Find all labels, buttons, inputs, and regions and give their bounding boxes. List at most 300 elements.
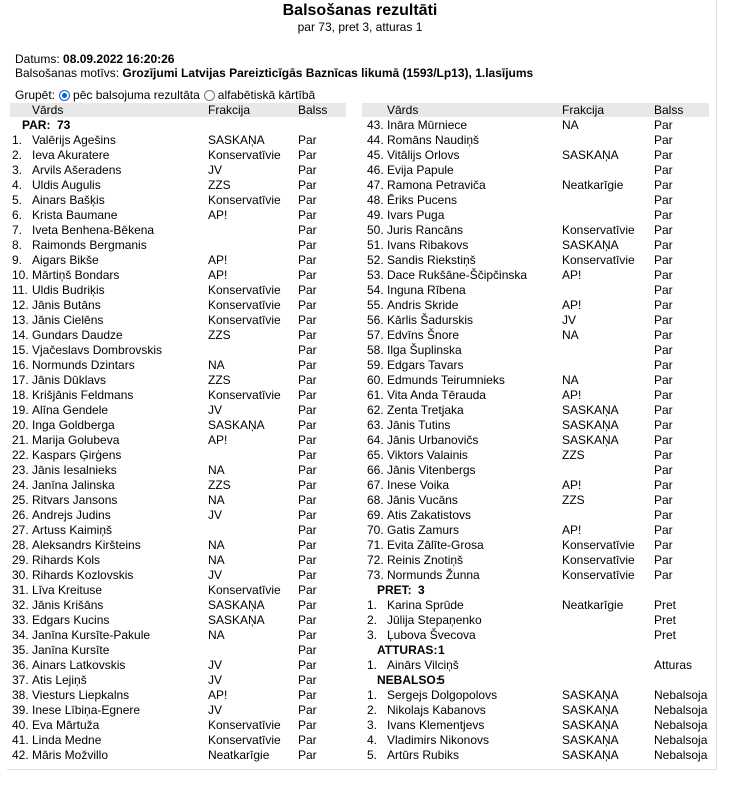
radio-group-by-result[interactable] — [59, 90, 70, 101]
deputy-name: Krišjānis Feldmans — [32, 388, 134, 402]
vote-value: Par — [298, 223, 317, 237]
faction-name: NA — [208, 493, 225, 507]
faction-name: ZZS — [562, 448, 585, 462]
table-row — [362, 448, 709, 463]
deputy-name: Edvīns Šnore — [387, 328, 460, 342]
deputy-name: Ramona Petraviča — [387, 178, 486, 192]
table-row — [10, 688, 346, 703]
vote-value: Par — [654, 538, 673, 552]
vote-value: Par — [654, 463, 673, 477]
faction-name: Konservatīvie — [208, 313, 281, 327]
vote-value: Par — [298, 373, 317, 387]
table-row — [362, 373, 709, 388]
row-number: 38. — [12, 688, 29, 702]
table-row — [362, 118, 709, 133]
vote-value: Par — [298, 463, 317, 477]
deputy-name: Arvils Ašeradens — [32, 163, 122, 177]
motive-value: Grozījumi Latvijas Pareizticīgās Baznīcas likumā (1593/Lp13), 1.lasījums — [122, 66, 534, 80]
faction-name: Neatkarīgie — [208, 748, 270, 762]
faction-name: NA — [208, 463, 225, 477]
faction-name: AP! — [562, 523, 582, 537]
table-row — [10, 508, 346, 523]
row-number: 6. — [12, 208, 23, 222]
table-row — [362, 403, 709, 418]
table-row — [10, 268, 346, 283]
vote-value: Par — [654, 268, 673, 282]
deputy-name: Ļubova Švecova — [387, 628, 476, 642]
group-label: NEBALSO: — [377, 673, 440, 687]
table-row — [10, 163, 346, 178]
row-number: 2. — [367, 703, 378, 717]
row-number: 18. — [12, 388, 29, 402]
deputy-name: Māris Možvillo — [32, 748, 109, 762]
deputy-name: Valērijs Agešins — [32, 133, 116, 147]
group-heading — [362, 583, 709, 598]
table-row — [362, 238, 709, 253]
row-number: 64. — [367, 433, 384, 447]
group-count: 5 — [438, 673, 445, 687]
results-column-right — [362, 118, 709, 763]
faction-name: JV — [208, 508, 223, 522]
row-number: 43. — [367, 118, 384, 132]
row-number: 25. — [12, 493, 29, 507]
deputy-name: Jūlija Stepaņenko — [387, 613, 482, 627]
row-number: 66. — [367, 463, 384, 477]
vote-value: Par — [298, 208, 317, 222]
table-row — [10, 538, 346, 553]
faction-name: SASKAŅA — [562, 733, 619, 747]
vote-value: Pret — [654, 598, 677, 612]
faction-name: JV — [208, 703, 223, 717]
table-row — [362, 598, 709, 613]
table-row — [362, 193, 709, 208]
faction-name: SASKAŅA — [562, 433, 619, 447]
deputy-name: Jānis Iesalnieks — [32, 463, 117, 477]
table-row — [362, 133, 709, 148]
radio-group-alphabetical[interactable] — [204, 90, 215, 101]
vote-value: Par — [298, 538, 317, 552]
header-faction: Frakcija — [208, 103, 251, 117]
deputy-name: Ainars Latkovskis — [32, 658, 126, 672]
vote-value: Par — [654, 478, 673, 492]
row-number: 34. — [12, 628, 29, 642]
vote-value: Par — [654, 508, 673, 522]
table-row — [10, 148, 346, 163]
vote-value: Par — [298, 688, 317, 702]
deputy-name: Rihards Kols — [32, 553, 101, 567]
deputy-name: Ēriks Pucens — [387, 193, 458, 207]
table-row — [10, 283, 346, 298]
table-row — [10, 463, 346, 478]
deputy-name: Marija Golubeva — [32, 433, 120, 447]
group-label: ATTURAS: — [377, 643, 438, 657]
faction-name: NA — [208, 628, 225, 642]
deputy-name: Vitālijs Orlovs — [387, 148, 460, 162]
table-row — [362, 688, 709, 703]
faction-name: Konservatīvie — [208, 283, 281, 297]
radio-group-alphabetical-label[interactable]: alfabētiskā kārtībā — [217, 88, 316, 102]
deputy-name: Inese Voika — [387, 478, 450, 492]
vote-value: Par — [298, 313, 317, 327]
table-row — [362, 298, 709, 313]
table-row — [10, 568, 346, 583]
row-number: 54. — [367, 283, 384, 297]
table-row — [362, 628, 709, 643]
faction-name: NA — [562, 118, 579, 132]
row-number: 4. — [12, 178, 23, 192]
vote-value: Par — [298, 613, 317, 627]
deputy-name: Jānis Butāns — [32, 298, 101, 312]
date-label: Datums: — [15, 52, 60, 66]
deputy-name: Artūrs Rubiks — [387, 748, 460, 762]
deputy-name: Ainārs Vilciņš — [387, 658, 459, 672]
row-number: 46. — [367, 163, 384, 177]
faction-name: NA — [208, 553, 225, 567]
group-label: PAR: — [22, 118, 51, 132]
row-number: 65. — [367, 448, 384, 462]
deputy-name: Rihards Kozlovskis — [32, 568, 134, 582]
deputy-name: Jānis Dūklavs — [32, 373, 107, 387]
header-name: Vārds — [32, 103, 64, 117]
deputy-name: Normunds Žunna — [387, 568, 480, 582]
table-row — [362, 553, 709, 568]
row-number: 13. — [12, 313, 29, 327]
vote-value: Par — [654, 118, 673, 132]
faction-name: JV — [208, 568, 223, 582]
group-heading — [362, 673, 709, 688]
vote-value: Par — [654, 163, 673, 177]
table-row — [10, 658, 346, 673]
vote-value: Par — [654, 403, 673, 417]
table-row — [10, 313, 346, 328]
row-number: 63. — [367, 418, 384, 432]
vote-value: Par — [298, 298, 317, 312]
row-number: 67. — [367, 478, 384, 492]
vote-value: Par — [298, 388, 317, 402]
deputy-name: Evija Papule — [387, 163, 454, 177]
vote-value: Par — [654, 193, 673, 207]
vote-value: Par — [654, 358, 673, 372]
motive-label: Balsošanas motīvs: — [15, 66, 120, 80]
faction-name: NA — [208, 538, 225, 552]
vote-value: Par — [298, 583, 317, 597]
row-number: 37. — [12, 673, 29, 687]
vote-motive-line — [15, 66, 533, 80]
deputy-name: Vita Anda Tērauda — [387, 388, 486, 402]
faction-name: AP! — [562, 268, 582, 282]
deputy-name: Inga Goldberga — [32, 418, 115, 432]
table-row — [362, 478, 709, 493]
deputy-name: Jānis Krišāns — [32, 598, 104, 612]
vote-value: Par — [654, 208, 673, 222]
row-number: 47. — [367, 178, 384, 192]
row-number: 73. — [367, 568, 384, 582]
vote-value: Pret — [654, 613, 677, 627]
vote-value: Par — [298, 508, 317, 522]
deputy-name: Ivans Ribakovs — [387, 238, 469, 252]
table-row — [362, 433, 709, 448]
deputy-name: Ainars Bašķis — [32, 193, 105, 207]
vote-value: Par — [298, 703, 317, 717]
group-count: 73 — [57, 118, 71, 132]
row-number: 10. — [12, 268, 29, 282]
row-number: 60. — [367, 373, 384, 387]
deputy-name: Ivars Puga — [387, 208, 445, 222]
deputy-name: Romāns Naudiņš — [387, 133, 480, 147]
vote-value: Nebalsoja — [654, 718, 708, 732]
deputy-name: Alīna Gendele — [32, 403, 109, 417]
faction-name: SASKAŅA — [562, 688, 619, 702]
row-number: 3. — [12, 163, 23, 177]
vote-value: Par — [298, 403, 317, 417]
table-row — [362, 328, 709, 343]
deputy-name: Raimonds Bergmanis — [32, 238, 147, 252]
row-number: 20. — [12, 418, 29, 432]
vote-value: Par — [298, 328, 317, 342]
deputy-name: Ināra Mūrniece — [387, 118, 468, 132]
vote-value: Par — [654, 313, 673, 327]
faction-name: Konservatīvie — [208, 718, 281, 732]
vote-value: Nebalsoja — [654, 748, 708, 762]
table-row — [10, 583, 346, 598]
row-number: 3. — [367, 628, 378, 642]
faction-name: Konservatīvie — [208, 298, 281, 312]
row-number: 53. — [367, 268, 384, 282]
table-row — [10, 433, 346, 448]
group-heading — [10, 118, 346, 133]
vote-value: Par — [654, 223, 673, 237]
deputy-name: Linda Medne — [32, 733, 102, 747]
radio-group-by-result-label[interactable]: pēc balsojuma rezultāta — [73, 88, 200, 102]
vote-value: Par — [654, 433, 673, 447]
table-row — [362, 523, 709, 538]
row-number: 45. — [367, 148, 384, 162]
deputy-name: Artuss Kaimiņš — [32, 523, 113, 537]
vote-value: Par — [298, 268, 317, 282]
header-faction: Frakcija — [562, 103, 605, 117]
vote-value: Par — [654, 523, 673, 537]
table-row — [362, 538, 709, 553]
table-row — [362, 268, 709, 283]
row-number: 55. — [367, 298, 384, 312]
grouping-control — [15, 88, 315, 102]
row-number: 16. — [12, 358, 29, 372]
table-row — [10, 418, 346, 433]
table-row — [10, 613, 346, 628]
row-number: 22. — [12, 448, 29, 462]
table-row — [362, 718, 709, 733]
table-row — [10, 493, 346, 508]
faction-name: SASKAŅA — [562, 718, 619, 732]
vote-value: Par — [654, 178, 673, 192]
row-number: 51. — [367, 238, 384, 252]
header-vote: Balss — [654, 103, 684, 117]
table-row — [10, 328, 346, 343]
deputy-name: Ivans Klementjevs — [387, 718, 485, 732]
faction-name: NA — [208, 358, 225, 372]
vote-value: Par — [298, 493, 317, 507]
table-row — [10, 298, 346, 313]
deputy-name: Gatis Zamurs — [387, 523, 460, 537]
deputy-name: Ilga Šuplinska — [387, 343, 462, 357]
deputy-name: Normunds Dzintars — [32, 358, 135, 372]
faction-name: Konservatīvie — [562, 553, 635, 567]
table-row — [10, 133, 346, 148]
faction-name: Neatkarīgie — [562, 598, 624, 612]
vote-value: Par — [298, 478, 317, 492]
row-number: 19. — [12, 403, 29, 417]
deputy-name: Krista Baumane — [32, 208, 118, 222]
group-heading — [362, 643, 709, 658]
deputy-name: Viktors Valainis — [387, 448, 468, 462]
vote-value: Par — [654, 148, 673, 162]
faction-name: JV — [208, 658, 223, 672]
vote-value: Par — [298, 673, 317, 687]
vote-value: Par — [654, 388, 673, 402]
row-number: 27. — [12, 523, 29, 537]
row-number: 36. — [12, 658, 29, 672]
vote-value: Par — [298, 448, 317, 462]
deputy-name: Jānis Vucāns — [387, 493, 458, 507]
table-row — [10, 628, 346, 643]
deputy-name: Vjačeslavs Dombrovskis — [32, 343, 163, 357]
faction-name: JV — [208, 403, 223, 417]
row-number: 1. — [12, 133, 23, 147]
vote-value: Par — [298, 748, 317, 762]
vote-value: Nebalsoja — [654, 733, 708, 747]
row-number: 1. — [367, 598, 378, 612]
table-row — [10, 223, 346, 238]
vote-value: Par — [298, 553, 317, 567]
faction-name: Konservatīvie — [562, 568, 635, 582]
vote-value: Par — [298, 148, 317, 162]
row-number: 1. — [367, 688, 378, 702]
table-row — [362, 163, 709, 178]
table-row — [10, 388, 346, 403]
vote-value: Par — [654, 298, 673, 312]
deputy-name: Dace Rukšāne-Ščipčinska — [387, 268, 528, 282]
deputy-name: Janīna Kursīte — [32, 643, 110, 657]
vote-value: Par — [298, 133, 317, 147]
deputy-name: Edmunds Teirumnieks — [387, 373, 505, 387]
table-row — [362, 658, 709, 673]
vote-value: Par — [298, 628, 317, 642]
row-number: 35. — [12, 643, 29, 657]
row-number: 72. — [367, 553, 384, 567]
row-number: 2. — [367, 613, 378, 627]
deputy-name: Ieva Akuratere — [32, 148, 110, 162]
vote-date-line — [15, 52, 174, 66]
table-row — [362, 463, 709, 478]
table-row — [10, 358, 346, 373]
grouping-label: Grupēt: — [15, 88, 56, 102]
row-number: 58. — [367, 343, 384, 357]
faction-name: AP! — [208, 688, 228, 702]
faction-name: JV — [208, 673, 223, 687]
table-row — [10, 748, 346, 763]
row-number: 26. — [12, 508, 29, 522]
vote-value: Par — [654, 133, 673, 147]
vote-value: Par — [298, 658, 317, 672]
vote-value: Par — [298, 643, 317, 657]
table-row — [362, 223, 709, 238]
deputy-name: Zenta Tretjaka — [387, 403, 464, 417]
vote-value: Par — [654, 418, 673, 432]
faction-name: ZZS — [208, 328, 231, 342]
row-number: 49. — [367, 208, 384, 222]
faction-name: SASKAŅA — [562, 748, 619, 762]
row-number: 52. — [367, 253, 384, 267]
table-row — [10, 598, 346, 613]
deputy-name: Eva Mārtuža — [32, 718, 100, 732]
results-column-left — [10, 118, 346, 763]
faction-name: JV — [208, 163, 223, 177]
faction-name: Konservatīvie — [562, 538, 635, 552]
row-number: 61. — [367, 388, 384, 402]
faction-name: Neatkarīgie — [562, 178, 624, 192]
faction-name: Konservatīvie — [208, 193, 281, 207]
table-row — [10, 208, 346, 223]
deputy-name: Kaspars Ģirģens — [32, 448, 122, 462]
row-number: 5. — [367, 748, 378, 762]
row-number: 23. — [12, 463, 29, 477]
row-number: 1. — [367, 658, 378, 672]
deputy-name: Aigars Bikše — [32, 253, 99, 267]
table-row — [10, 673, 346, 688]
deputy-name: Ritvars Jansons — [32, 493, 118, 507]
row-number: 42. — [12, 748, 29, 762]
table-row — [10, 343, 346, 358]
faction-name: AP! — [562, 388, 582, 402]
row-number: 15. — [12, 343, 29, 357]
deputy-name: Kārlis Šadurskis — [387, 313, 474, 327]
deputy-name: Atis Zakatistovs — [387, 508, 472, 522]
row-number: 32. — [12, 598, 29, 612]
deputy-name: Edgars Tavars — [387, 358, 464, 372]
faction-name: ZZS — [562, 493, 585, 507]
vote-value: Par — [298, 433, 317, 447]
deputy-name: Sergejs Dolgopolovs — [387, 688, 498, 702]
deputy-name: Viesturs Liepkalns — [32, 688, 130, 702]
row-number: 57. — [367, 328, 384, 342]
table-row — [362, 178, 709, 193]
faction-name: NA — [562, 328, 579, 342]
deputy-name: Sandis Riekstiņš — [387, 253, 476, 267]
deputy-name: Inguna Rībena — [387, 283, 466, 297]
deputy-name: Jānis Urbanovičs — [387, 433, 479, 447]
vote-summary: par 73, pret 3, atturas 1 — [297, 20, 423, 34]
vote-value: Par — [654, 328, 673, 342]
deputy-name: Reinis Znotiņš — [387, 553, 464, 567]
faction-name: SASKAŅA — [208, 598, 265, 612]
deputy-name: Jānis Cielēns — [32, 313, 104, 327]
row-number: 59. — [367, 358, 384, 372]
deputy-name: Andris Skride — [387, 298, 459, 312]
vote-value: Par — [298, 523, 317, 537]
row-number: 68. — [367, 493, 384, 507]
faction-name: AP! — [562, 478, 582, 492]
faction-name: Konservatīvie — [562, 253, 635, 267]
row-number: 9. — [12, 253, 23, 267]
faction-name: AP! — [208, 268, 228, 282]
deputy-name: Aleksandrs Kiršteins — [32, 538, 141, 552]
row-number: 21. — [12, 433, 29, 447]
deputy-name: Mārtiņš Bondars — [32, 268, 120, 282]
faction-name: SASKAŅA — [208, 613, 265, 627]
table-row — [362, 508, 709, 523]
table-row — [10, 448, 346, 463]
deputy-name: Iveta Benhena-Bēkena — [32, 223, 155, 237]
